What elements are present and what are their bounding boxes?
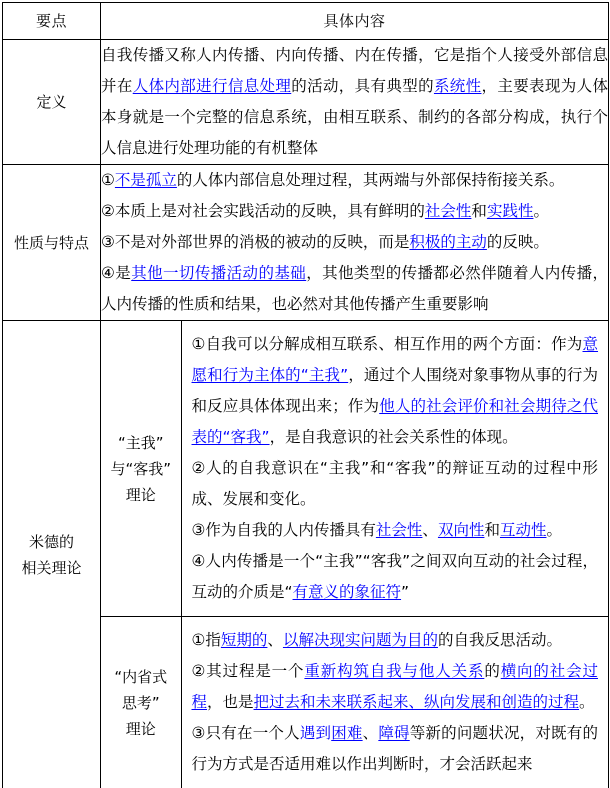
paragraph	[101, 165, 608, 196]
paragraph	[192, 546, 599, 608]
body-text: ②本质上是对社会实践活动的反映，具有鲜明的	[101, 202, 425, 220]
body-text: 。	[546, 521, 562, 539]
paragraph	[192, 453, 599, 515]
body-text: 、	[267, 631, 283, 649]
highlighted-text: 人体内部进行信息处理	[132, 77, 292, 95]
highlighted-text: 不是孤立	[114, 171, 177, 189]
subrow-label-me-and-i	[101, 321, 181, 617]
paragraph	[101, 40, 608, 164]
row-label-mead-theories	[3, 321, 101, 788]
label-line: 理论	[125, 485, 156, 504]
row-content-nature	[101, 165, 609, 321]
highlighted-text: 双向性	[437, 521, 485, 539]
highlighted-text: 他人的社会评价和社会期待之代表的“客我”	[191, 397, 599, 446]
highlighted-text: 有意义的象征符	[292, 583, 402, 601]
paragraph	[192, 625, 599, 656]
highlighted-text: 系统性	[433, 77, 482, 95]
body-text: ”	[401, 583, 410, 601]
highlighted-text: 社会性	[424, 202, 472, 220]
body-text: ③作为自我的人内传播具有	[191, 521, 376, 539]
row-label-nature: 性质与特点	[3, 165, 101, 321]
highlighted-text: 以解决现实问题为目的	[282, 631, 438, 649]
label-line: “内省式	[114, 667, 168, 686]
body-text: ④是	[101, 264, 132, 282]
table-body	[3, 40, 609, 788]
rich-paragraphs	[101, 40, 608, 164]
table-row-mead-theories	[3, 321, 609, 788]
body-text: 的自我反思活动。	[437, 631, 562, 649]
body-text: ④人内传播是一个“主我”“客我”之间双向互动的社会过程，互动的介质是“	[191, 552, 599, 601]
body-text: ，主要表现为人体本身就是一个完整的信息系统，由相互联系、制约的各部分构成，执行个人信息进行处理功能的有机整体	[101, 77, 609, 157]
body-text: ①自我可以分解成相互联系、相互作用的两个方面：作为	[191, 335, 583, 353]
summary-table	[2, 2, 609, 788]
highlighted-text: 实践性	[486, 202, 534, 220]
rich-paragraphs	[192, 329, 599, 608]
subrow-content-me-and-i	[181, 321, 608, 617]
label-line: 相关理论	[21, 558, 82, 577]
label-line: 思考”	[121, 693, 160, 712]
paragraph	[192, 656, 599, 718]
body-text: ③只有在一个人	[191, 724, 300, 742]
paragraph	[192, 515, 599, 546]
body-text: 的	[484, 662, 501, 680]
highlighted-text: 障碍	[378, 724, 410, 742]
table-row-definition	[3, 40, 609, 165]
row-label-definition: 定义	[3, 40, 101, 165]
subrow-label-introspection	[101, 617, 181, 788]
highlighted-text: 社会性	[375, 521, 423, 539]
body-text: ③不是对外部世界的消极的被动的反映，而是	[101, 233, 410, 251]
highlighted-text: 短期的	[220, 631, 268, 649]
rich-paragraphs	[101, 165, 608, 320]
body-text: ②其过程是一个	[191, 662, 305, 680]
body-text: 的人体内部信息处理过程，其两端与外部保持衔接关系。	[176, 171, 565, 189]
body-text: 、	[422, 521, 438, 539]
highlighted-text: 意愿和行为主体的“主我”	[191, 335, 599, 384]
table-header	[3, 3, 609, 40]
highlighted-text: 重新构筑自我与他人关系	[304, 662, 485, 680]
body-text: 。	[533, 202, 549, 220]
body-text: 和	[484, 521, 500, 539]
body-text: 、	[362, 724, 379, 742]
paragraph	[101, 227, 608, 258]
body-text: 。	[579, 693, 595, 711]
paragraph	[101, 258, 608, 320]
nested-subrows-container	[101, 321, 609, 788]
paragraph	[101, 196, 608, 227]
body-text: ，也是	[207, 693, 254, 711]
label-line: “主我”	[117, 433, 164, 452]
paragraph	[192, 718, 599, 780]
body-text: ①指	[191, 631, 221, 649]
body-text: 和	[471, 202, 487, 220]
highlighted-text: 其他一切传播活动的基础	[131, 264, 307, 282]
subrow-content-introspection	[181, 617, 608, 788]
body-text: ，通过个人围绕对象事物从事的行为和反应具体体现出来；作为	[191, 366, 599, 415]
highlighted-text: 互动性	[499, 521, 547, 539]
label-line: 米德的	[28, 532, 74, 551]
header-cell-content: 具体内容	[101, 3, 609, 40]
highlighted-text: 积极的主动	[409, 233, 487, 251]
row-content-definition	[101, 40, 609, 165]
body-text: 的活动，具有典型的	[291, 77, 434, 95]
body-text: ，是自我意识的社会关系性的体现。	[269, 428, 518, 446]
body-text: ，其他类型的传播都必然伴随着人内传播，人内传播的性质和结果，也必然对其他传播产生重要影响	[101, 264, 608, 313]
mead-subtable	[101, 321, 608, 788]
header-cell-key: 要点	[3, 3, 101, 40]
paragraph	[192, 329, 599, 453]
body-text: 等新的问题状况，对既有的行为方式是否适用难以作出判断时，才会活跃起来	[191, 724, 598, 773]
body-text: ②人的自我意识在“主我”和“客我”的辩证互动的过程中形成、发展和变化。	[191, 459, 599, 508]
highlighted-text: 遇到	[299, 724, 332, 742]
body-text: 的反映。	[486, 233, 549, 251]
highlighted-text: 困难	[331, 724, 363, 742]
body-text: ①	[101, 171, 115, 189]
table-row-nature	[3, 165, 609, 321]
header-row	[3, 3, 609, 40]
subrow-introspection	[101, 617, 608, 788]
highlighted-text: 把过去和未来联系起来、纵向发展和创造的过程	[253, 693, 580, 711]
highlighted-text: 横向的社会过程	[191, 662, 598, 711]
label-line: 与“客我”	[110, 459, 172, 478]
body-text: 自我传播又称人内传播、内向传播、内在传播，它是指个人接受外部信息并在	[101, 46, 609, 95]
rich-paragraphs	[192, 625, 599, 780]
label-line: 理论	[125, 719, 156, 738]
subrow-me-and-i	[101, 321, 608, 617]
